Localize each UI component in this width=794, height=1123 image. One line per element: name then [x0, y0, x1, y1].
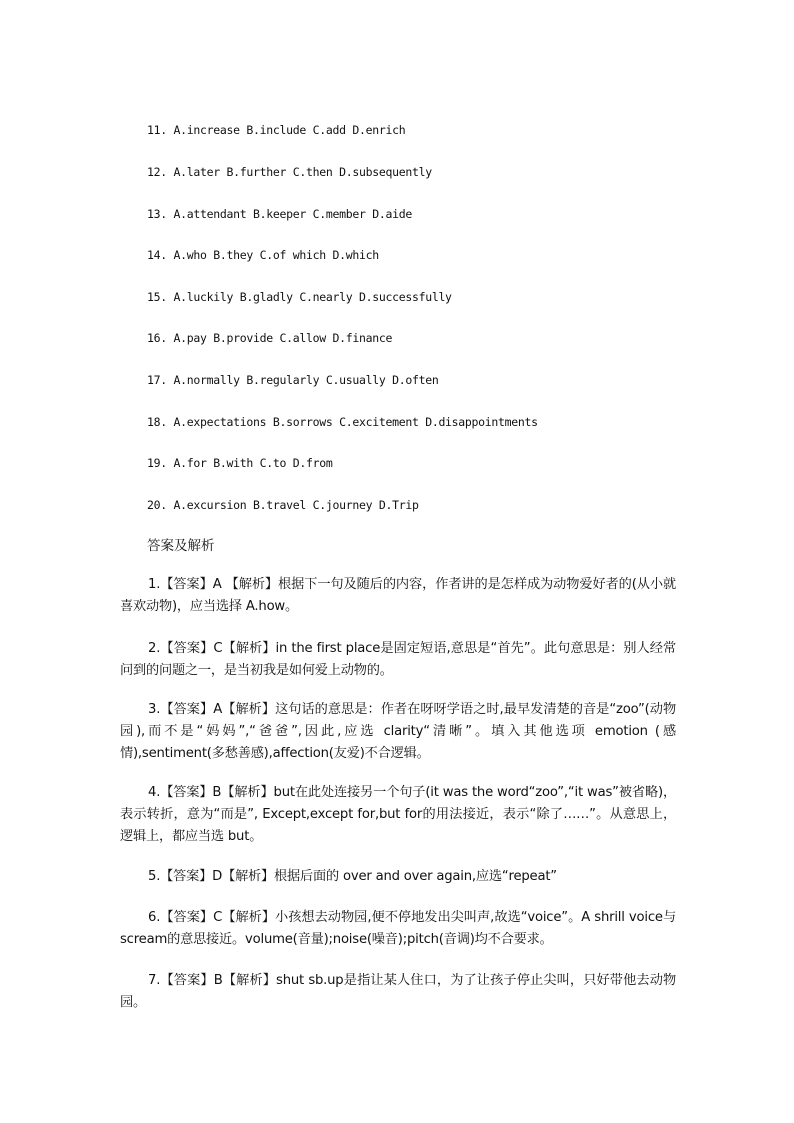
answer-7: 7.【答案】B【解析】shut sb.up是指让某人住口，为了让孩子停止尖叫，只好带他去动物园。 — [120, 973, 676, 1010]
answer-5: 5.【答案】D【解析】根据后面的 over and over again,应选“repeat” — [148, 869, 557, 884]
answer-4: 4.【答案】B【解析】but在此处连接另一个句子(it was the word“zoo”,“it was”被省略)，表示转折，意为“而是”, Except,except for,but for的用法接近，表示“除了……”。从意思上，逻辑上，都应当选 but。 — [120, 785, 676, 844]
question-13: 13. A.attendant B.keeper C.member D.aide — [147, 207, 412, 221]
answer-6: 6.【答案】C【解析】小孩想去动物园,便不停地发出尖叫声,故选“voice”。A shrill voice与 scream的意思接近。volume(音量);noise(噪音);pitch(音调)均不合要求。 — [120, 910, 676, 947]
question-17: 17. A.normally B.regularly C.usually D.often — [147, 373, 439, 387]
question-16: 16. A.pay B.provide C.allow D.finance — [147, 331, 393, 345]
question-20: 20. A.excursion B.travel C.journey D.Trip — [147, 498, 419, 512]
question-14: 14. A.who B.they C.of which D.which — [147, 248, 379, 262]
answer-1: 1.【答案】A 【解析】根据下一句及随后的内容，作者讲的是怎样成为动物爱好者的(从小就喜欢动物)，应当选择 A.how。 — [120, 577, 676, 614]
answer-3: 3.【答案】A【解析】这句话的意思是：作者在呀呀学语之时,最早发清楚的音是“zoo”(动物园),而不是“妈妈”,“爸爸”,因此,应选 clarity“清晰”。填入其他选项 emotion (感情),sentiment(多愁善感),affection(友爱)不合逻辑。 — [120, 702, 676, 761]
question-11: 11. A.increase B.include C.add D.enrich — [147, 123, 406, 137]
question-15: 15. A.luckily B.gladly C.nearly D.successfully — [147, 290, 452, 304]
answers-heading: 答案及解析 — [147, 538, 215, 554]
question-12: 12. A.later B.further C.then D.subsequently — [147, 165, 432, 179]
question-18: 18. A.expectations B.sorrows C.excitement D.disappointments — [147, 415, 538, 429]
question-19: 19. A.for B.with C.to D.from — [147, 456, 333, 470]
answer-2: 2.【答案】C【解析】in the first place是固定短语,意思是“首先”。此句意思是：别人经常问到的问题之一，是当初我是如何爱上动物的。 — [120, 641, 676, 678]
